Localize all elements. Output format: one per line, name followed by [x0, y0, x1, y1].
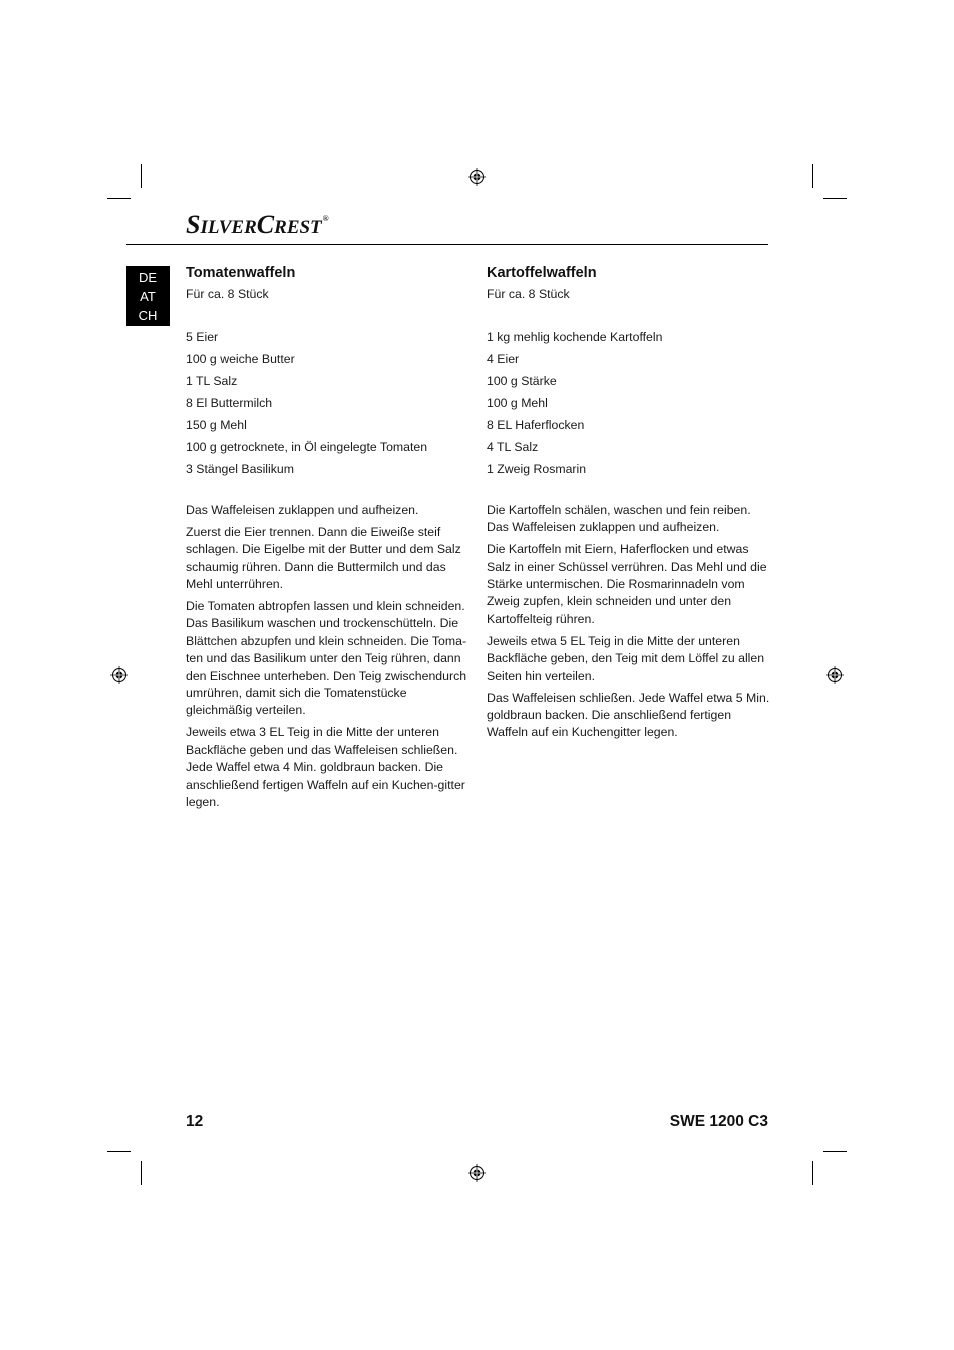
- model-number: SWE 1200 C3: [669, 1113, 768, 1130]
- registration-mark-icon: [468, 1164, 486, 1182]
- ingredient-item: 100 g Mehl: [487, 396, 548, 411]
- instruction-list: [487, 502, 771, 742]
- ingredient-item: 100 g getrocknete, in Öl eingelegte Tomaten: [186, 440, 428, 455]
- instruction-paragraph: Das Waffeleisen schließen. Jede Waffel etwa 5 Min. goldbraun backen. Die anschließend fertigen Waffeln auf ein Kuchengitter legen.: [487, 690, 770, 740]
- ingredient-item: 8 El Buttermilch: [186, 396, 273, 411]
- ingredient-item: 150 g Mehl: [186, 418, 247, 433]
- registration-mark-icon: [110, 666, 128, 684]
- ingredient-item: 1 kg mehlig kochende Kartoffeln: [487, 330, 663, 345]
- crop-mark: [141, 164, 142, 188]
- crop-mark: [107, 1151, 131, 1152]
- crop-mark: [107, 198, 131, 199]
- instruction-paragraph: Jeweils etwa 3 EL Teig in die Mitte der unteren Backfläche geben und das Waffeleisen schließen. Jede Waffel etwa 4 Min. goldbraun backen. Die anschließend fertigen Waffeln auf ein Kuchen-gitter legen.: [186, 725, 465, 810]
- registration-mark-icon: [826, 666, 844, 684]
- instruction-paragraph: Das Waffeleisen zuklappen und aufheizen.: [186, 502, 419, 517]
- crop-mark: [141, 1161, 142, 1185]
- crop-mark: [823, 1151, 847, 1152]
- language-code: DE: [138, 270, 158, 285]
- recipe-column-tomatenwaffeln: [186, 263, 470, 816]
- recipe-title: Tomatenwaffeln: [186, 265, 296, 281]
- language-code: CH: [138, 308, 158, 323]
- ingredient-list: [487, 329, 771, 478]
- instruction-paragraph: Die Kartoffeln mit Eiern, Haferflocken und etwas Salz in einer Schüssel verrühren. Das Mehl und die Stärke untermischen. Die Rosmarinnadeln vom Zweig zupfen, klein schneiden und unter den Kartoffelteig rühren.: [487, 542, 767, 626]
- ingredient-item: 100 g Stärke: [487, 374, 557, 389]
- ingredient-item: 1 Zweig Rosmarin: [487, 462, 587, 477]
- ingredient-item: 5 Eier: [186, 330, 219, 345]
- ingredient-item: 4 Eier: [487, 352, 520, 367]
- instruction-paragraph: Zuerst die Eier trennen. Dann die Eiweiße steif schlagen. Die Eigelbe mit der Butter und dem Salz schaumig rühren. Dann die Buttermilch und das Mehl unterrühren.: [186, 524, 461, 592]
- recipe-servings: Für ca. 8 Stück: [186, 287, 269, 301]
- ingredient-item: 3 Stängel Basilikum: [186, 462, 294, 477]
- language-tab: [126, 266, 170, 326]
- recipe-title: Kartoffelwaffeln: [487, 265, 597, 281]
- instruction-paragraph: Die Kartoffeln schälen, waschen und fein reiben. Das Waffeleisen zuklappen und aufheizen.: [487, 502, 751, 535]
- recipe-column-kartoffelwaffeln: [487, 263, 771, 746]
- ingredient-item: 4 TL Salz: [487, 440, 539, 455]
- crop-mark: [812, 164, 813, 188]
- ingredient-list: [186, 329, 470, 478]
- instruction-list: [186, 502, 470, 812]
- crop-mark: [823, 198, 847, 199]
- crop-mark: [812, 1161, 813, 1185]
- ingredient-item: 8 EL Haferflocken: [487, 418, 585, 433]
- brand-logo: SILVERCREST®: [186, 210, 329, 239]
- language-code: AT: [140, 289, 156, 304]
- instruction-paragraph: Jeweils etwa 5 EL Teig in die Mitte der unteren Backfläche geben, den Teig mit dem Löffel zu allen Seiten hin verteilen.: [487, 633, 765, 683]
- instruction-paragraph: Die Tomaten abtropfen lassen und klein schneiden. Das Basilikum waschen und trockenschütteln. Die Blättchen abzupfen und klein schneiden. Die Toma-ten und das Basilikum unter den Teig rühren, dann den Eischnee unterheben. Den Teig zwischendurch umrühren, damit sich die Tomatenstücke gleichmäßig verteilen.: [186, 599, 467, 718]
- recipe-servings: Für ca. 8 Stück: [487, 287, 570, 301]
- ingredient-item: 1 TL Salz: [186, 374, 238, 389]
- header-rule: [126, 244, 768, 245]
- page-number: 12: [186, 1113, 204, 1130]
- ingredient-item: 100 g weiche Butter: [186, 352, 295, 367]
- registration-mark-icon: [468, 168, 486, 186]
